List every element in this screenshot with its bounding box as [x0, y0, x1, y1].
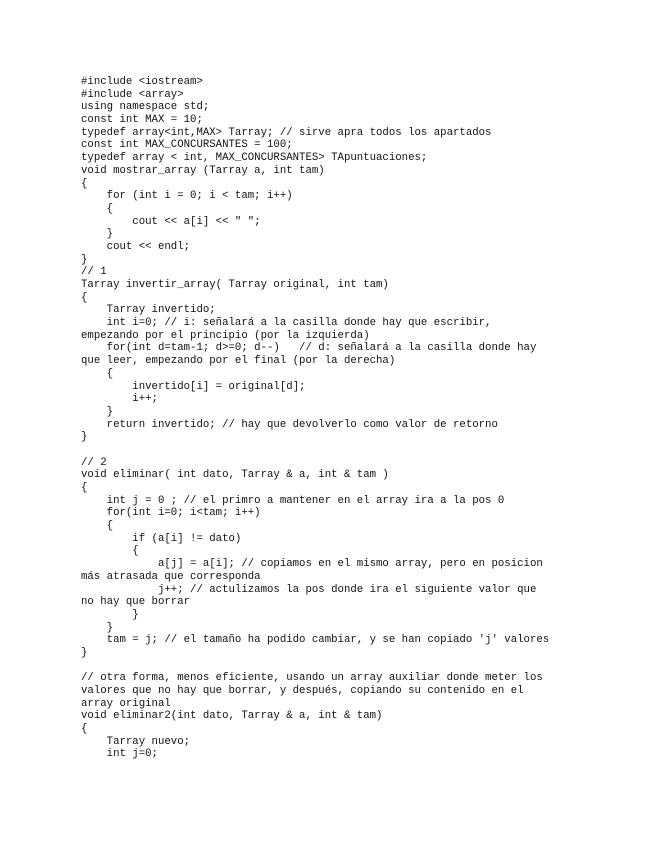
code-line: for(int i=0; i<tam; i++)	[81, 507, 261, 520]
code-line: cout << endl;	[81, 240, 191, 253]
code-line: const int MAX = 10;	[81, 114, 203, 127]
code-line: // 1	[81, 266, 107, 279]
code-line: empezando por el principio (por la izquierda)	[81, 329, 370, 342]
code-line: if (a[i] != dato)	[81, 532, 242, 545]
code-line: que leer, empezando por el final (por la derecha)	[81, 355, 396, 368]
code-line: no hay que borrar	[81, 596, 191, 609]
code-line: más atrasada que corresponda	[81, 570, 261, 583]
code-line: const int MAX_CONCURSANTES = 100;	[81, 139, 293, 152]
code-line: }	[81, 405, 114, 418]
code-line: }	[81, 431, 88, 444]
code-line: invertido[i] = original[d];	[81, 380, 306, 393]
code-line: {	[81, 291, 88, 304]
code-line: {	[81, 482, 88, 494]
code-line: using namespace std;	[81, 101, 210, 114]
code-line: {	[81, 545, 139, 558]
code-line: // otra forma, menos eficiente, usando un array auxiliar donde meter los	[81, 672, 543, 685]
code-line: }	[81, 608, 139, 621]
code-line: Tarray nuevo;	[81, 735, 191, 748]
code-line: {	[81, 520, 114, 533]
code-line	[81, 444, 641, 457]
code-line: Tarray invertido;	[81, 304, 216, 317]
code-line: tam = j; // el tamaño ha podido cambiar, y se han copiado 'j' valores	[81, 634, 550, 647]
code-line: void mostrar_array (Tarray a, int tam)	[81, 164, 325, 177]
code-line: int j = 0 ; // el primro a mantener en el array ira a la pos 0	[81, 494, 505, 507]
code-line: }	[81, 228, 114, 241]
code-line: for(int d=tam-1; d>=0; d--) // d: señalará a la casilla donde hay	[81, 342, 537, 355]
code-line: {	[81, 202, 114, 215]
code-line: typedef array<int,MAX> Tarray; // sirve apra todos los apartados	[81, 126, 492, 139]
code-line: }	[81, 621, 114, 634]
code-line: // 2	[81, 456, 107, 469]
code-line: }	[81, 253, 88, 266]
code-line: int i=0; // i: señalará a la casilla donde hay que escribir,	[81, 317, 492, 330]
code-line: #include <iostream>	[81, 76, 203, 88]
code-line: i++;	[81, 393, 158, 406]
code-line: valores que no hay que borrar, y después, copiando su contenido en el	[81, 685, 524, 697]
code-listing	[81, 76, 641, 761]
code-line: Tarray invertir_array( Tarray original, int tam)	[81, 279, 389, 291]
code-line: cout << a[i] << " ";	[81, 215, 261, 228]
code-line: void eliminar2(int dato, Tarray & a, int & tam)	[81, 710, 383, 723]
code-line: #include <array>	[81, 88, 184, 101]
code-line	[81, 660, 641, 673]
code-line: void eliminar( int dato, Tarray & a, int & tam )	[81, 469, 389, 482]
code-line: int j=0;	[81, 748, 158, 761]
code-line: a[j] = a[i]; // copiamos en el mismo array, pero en posicion	[81, 558, 543, 571]
code-line: for (int i = 0; i < tam; i++)	[81, 190, 293, 203]
code-line: {	[81, 723, 88, 736]
code-line: return invertido; // hay que devolverlo como valor de retorno	[81, 418, 498, 431]
code-line: array original	[81, 697, 171, 710]
code-line: {	[81, 367, 114, 380]
code-line: }	[81, 646, 88, 659]
code-line: typedef array < int, MAX_CONCURSANTES> TApuntuaciones;	[81, 152, 428, 165]
code-line: j++; // actulizamos la pos donde ira el siguiente valor que	[81, 583, 537, 596]
code-line: {	[81, 177, 88, 190]
